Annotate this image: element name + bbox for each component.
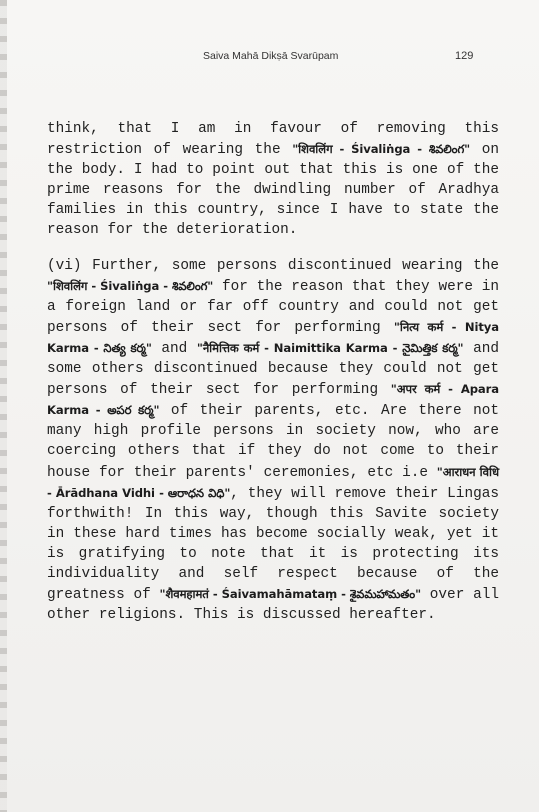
term-nitya-karma: "नित्य कर्म - Nitya Karma - నిత్య కర్మ" xyxy=(47,319,499,355)
term-aradhana-vidhi: "आराधन विधि - Ārādhana Vidhi - ఆరాధన విధి" xyxy=(47,464,499,500)
binding-edge xyxy=(0,0,7,812)
text-run: over all other religions. This is discussed hereafter. xyxy=(47,587,499,624)
body-text xyxy=(47,119,499,625)
paragraph-1 xyxy=(47,119,499,241)
page-header xyxy=(0,50,539,66)
text-run: and some others discontinued because they could not get persons of their sect for performing xyxy=(47,340,500,399)
text-run: , they will remove their Lingas forthwith! In this way, though this Savite society in these hard times has become socially weak, yet it is gratifying to note that it is protecting its individuality and self respect because of the greatness of xyxy=(47,485,499,604)
text-run: and xyxy=(151,340,197,357)
term-shaivamahamatam: "शैवमहामतं - Śaivamahāmataṃ - శైవమహామతం" xyxy=(159,587,422,602)
text-run: of their parents, etc. Are there not many high profile persons in society now, who are coercing others that if they do not come to their house for their parents' ceremonies, etc i.e xyxy=(47,403,499,481)
term-naimittika-karma: "नैमित्तिक कर्म - Naimittika Karma - నైమిత్తిక కర్మ" xyxy=(196,340,464,355)
text-run: for the reason that they were in a foreign land or far off country and could not get persons of their sect for performing xyxy=(47,278,500,336)
term-shivalinga: "शिवलिंग - Śivaliṅga - శివలింగ" xyxy=(292,142,471,157)
text-run: on the body. I had to point out that this is one of the prime reasons for the dwindling number of Aradhya families in this country, since I have to state the reason for the deterioration. xyxy=(47,142,499,239)
paragraph-2 xyxy=(47,256,499,626)
running-head: Saiva Mahā Dikṣā Svarūpam xyxy=(203,50,339,62)
term-apara-karma: "अपर कर्म - Apara Karma - అపర కర్మ" xyxy=(47,382,499,418)
paragraph-gap xyxy=(47,241,499,256)
text-run: (vi) Further, some persons discontinued wearing the xyxy=(47,257,499,274)
term-shivalinga: "शिवलिंग - Śivaliṅga - శివలింగ" xyxy=(47,278,214,293)
text-run: think, that I am in favour of removing this restriction of wearing the xyxy=(47,121,499,159)
page-number: 129 xyxy=(455,50,474,62)
